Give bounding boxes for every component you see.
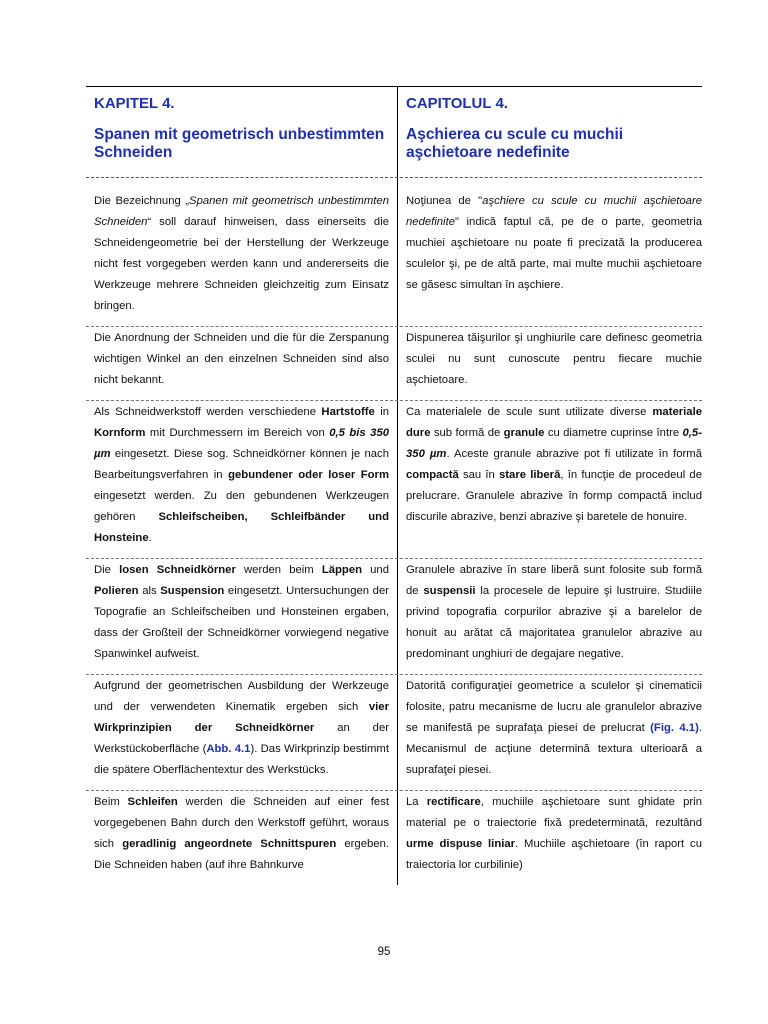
text-segment: ). Das Wirkprinzip bestimmt die spätere Oberflächentextur des Werkstücks.	[94, 743, 389, 776]
text-segment: sau în	[458, 469, 499, 481]
text-segment: sub formă de	[430, 427, 504, 439]
text-segment: 0,5-350 µm	[406, 427, 702, 460]
romanian-paragraph	[406, 792, 702, 876]
romanian-paragraph	[406, 676, 702, 781]
text-segment: Kornform	[94, 427, 146, 439]
spacer-row	[86, 178, 702, 190]
chapter-header-row	[86, 86, 702, 178]
text-segment: Beim	[94, 796, 128, 808]
text-segment: gebundener oder loser Form	[228, 469, 389, 481]
table-row	[86, 327, 702, 401]
text-segment: Hartstoffe	[321, 406, 375, 418]
text-segment: rectificare	[426, 796, 481, 808]
text-segment: an der Werkstückoberfläche (	[94, 722, 390, 755]
text-segment: Spanen mit geometrisch unbestimmten Schneiden	[94, 195, 389, 228]
german-text-cell	[86, 190, 398, 326]
romanian-text-cell	[398, 559, 702, 674]
figure-reference: Abb. 4.1	[206, 743, 251, 755]
text-segment: Schleifen	[127, 796, 178, 808]
german-text-cell	[86, 401, 398, 558]
german-paragraph	[94, 676, 389, 781]
text-segment: “ soll darauf hinweisen, dass einerseits die Schneidengeometrie bei der Herstellung der Werkzeuge nicht fest vorgegeben werden kann und andererseits die Werkzeuge mehrere Schneiden gleichzeitig zum Einsatz bringen.	[94, 216, 389, 312]
romanian-text-cell	[398, 791, 702, 885]
text-segment: 0,5 bis 350 µm	[94, 427, 390, 460]
romanian-text-cell	[398, 401, 702, 558]
text-segment: und	[362, 564, 389, 576]
spacer-cell-de	[86, 178, 398, 190]
text-segment: in	[374, 406, 389, 418]
page-number: 95	[377, 946, 391, 958]
german-text-cell	[86, 675, 398, 790]
text-segment: Die	[94, 564, 120, 576]
text-segment: Aufgrund der geometrischen Ausbildung der Werkzeuge und der verwendeten Kinematik ergeben sich	[94, 680, 389, 713]
text-segment: granule	[503, 427, 545, 439]
romanian-chapter-label: CAPITOLUL 4.	[406, 95, 508, 112]
table-row	[86, 675, 702, 791]
romanian-paragraph	[406, 191, 702, 296]
text-segment: sunt folosite sub formă de	[406, 564, 702, 597]
romanian-text-cell	[398, 327, 702, 400]
text-segment: Läppen	[321, 564, 362, 576]
german-paragraph	[94, 328, 389, 391]
text-segment: suspensii	[423, 585, 476, 597]
text-segment: Die Anordnung der Schneiden und die für die Zerspanung wichtigen Winkel an den einzelnen Schneiden sind also nicht bekannt.	[94, 332, 389, 386]
romanian-paragraph	[406, 560, 702, 665]
text-segment: materiale dure	[406, 406, 702, 439]
german-paragraph	[94, 402, 389, 549]
text-segment: Noţiunea de "	[406, 195, 483, 207]
text-segment: werden beim	[235, 564, 322, 576]
table-row	[86, 559, 702, 675]
table-row	[86, 791, 702, 885]
text-segment: Suspension	[160, 585, 225, 597]
text-segment: aşchiere cu scule cu muchii aşchietoare nedefinite	[406, 195, 702, 228]
text-segment: stare liberă	[499, 469, 561, 481]
text-segment: " indică faptul că, pe de o parte, geometria muchiei aşchietoare nu poate fi precizată la producerea sculelor şi, pe de altă parte, mai multe muchii aşchietoare se găsesc simultan în aşchiere.	[406, 216, 702, 291]
german-chapter-title: Spanen mit geometrisch unbestimmten Schneiden	[94, 126, 385, 161]
text-segment: als	[138, 585, 161, 597]
text-segment: Schleifscheiben, Schleifbänder und Honsteine	[94, 511, 389, 544]
text-segment: Polieren	[94, 585, 139, 597]
table-row	[86, 401, 702, 559]
text-segment: . Muchiile aşchietoare (în raport cu traiectoria lor curbilinie)	[406, 838, 702, 871]
text-segment: La	[406, 796, 427, 808]
romanian-paragraph	[406, 328, 702, 391]
romanian-header-cell	[398, 87, 702, 177]
german-paragraph	[94, 792, 389, 876]
german-text-cell	[86, 327, 398, 400]
text-segment: Die Bezeichnung „	[94, 195, 190, 207]
text-segment: .	[148, 532, 152, 544]
text-segment: , muchiile aşchietoare sunt ghidate prin material pe o traiectorie fixă predeterminată, rezultând	[406, 796, 702, 829]
text-segment: Granulele abrazive în stare liberă	[406, 564, 584, 576]
figure-reference: (Fig. 4.1)	[650, 722, 699, 734]
spacer-cell-ro	[398, 178, 702, 190]
text-segment: werden die Schneiden auf einer fest vorgegebenen Bahn durch den Werkstoff geführt, woraus sich	[94, 796, 389, 850]
text-segment: , în funcţie de procedeul de prelucrare. Granulele abrazive în formp compactă includ discurile abrazive, benzi abrazive şi baretele de honuire.	[406, 469, 702, 523]
body-rows	[86, 190, 702, 885]
bilingual-table	[86, 86, 702, 885]
text-segment: eingesetzt. Untersuchungen der Topografie an Schleifscheiben und Honsteinen ergaben, dass der Großteil der Schneidkörner vorwiegend negative Spanwinkel aufweist.	[94, 585, 390, 660]
text-segment: . Mecanismul de acţiune determină textura ulterioară a suprafaţei piesei.	[406, 722, 702, 776]
text-segment: la procesele de lepuire şi lustruire. Studiile privind topografia corpurilor abrazive şi a barelelor de honuit au arătat că majoritatea granulelor abrazive au predominant unghiuri de degajare negative.	[406, 585, 702, 660]
romanian-text-cell	[398, 190, 702, 326]
text-segment: Datorită configuraţiei geometrice a sculelor şi cinematicii folosite, patru mecanisme de lucru ale granulelor abrazive se manifestă pe suprafaţa piesei de prelucrat	[406, 680, 702, 734]
romanian-paragraph	[406, 402, 702, 528]
romanian-chapter-title: Aşchierea cu scule cu muchii aşchietoare nedefinite	[406, 126, 624, 161]
text-segment: losen Schneidkörner	[119, 564, 236, 576]
table-row	[86, 190, 702, 327]
text-segment: cu diametre cuprinse între	[544, 427, 683, 439]
text-segment: eingesetzt. Diese sog. Schneidkörner können je nach Bearbeitungsverfahren in	[94, 448, 389, 481]
text-segment: ergeben. Die Schneiden haben (auf ihre Bahnkurve	[94, 838, 389, 871]
text-segment: compactă	[406, 469, 459, 481]
german-paragraph	[94, 191, 389, 317]
german-text-cell	[86, 791, 398, 885]
romanian-text-cell	[398, 675, 702, 790]
text-segment: urme dispuse liniar	[406, 838, 516, 850]
german-header-cell	[86, 87, 398, 177]
text-segment: Ca materialele de scule sunt utilizate diverse	[406, 406, 653, 418]
text-segment: vier Wirkprinzipien der Schneidkörner	[94, 701, 389, 734]
text-segment: mit Durchmessern im Bereich von	[145, 427, 330, 439]
text-segment: . Aceste granule abrazive pot fi utilizate în formă	[446, 448, 702, 460]
text-segment: geradlinig angeordnete Schnittspuren	[122, 838, 337, 850]
german-paragraph	[94, 560, 389, 665]
german-chapter-label: KAPITEL 4.	[94, 95, 175, 112]
text-segment: Dispunerea tăişurilor şi unghiurile care definesc geometria sculei nu sunt cunoscute pentru fiecare muchie aşchietoare.	[406, 332, 702, 386]
german-text-cell	[86, 559, 398, 674]
text-segment: Als Schneidwerkstoff werden verschiedene	[94, 406, 322, 418]
text-segment: eingesetzt werden. Zu den gebundenen Werkzeugen gehören	[94, 490, 389, 523]
